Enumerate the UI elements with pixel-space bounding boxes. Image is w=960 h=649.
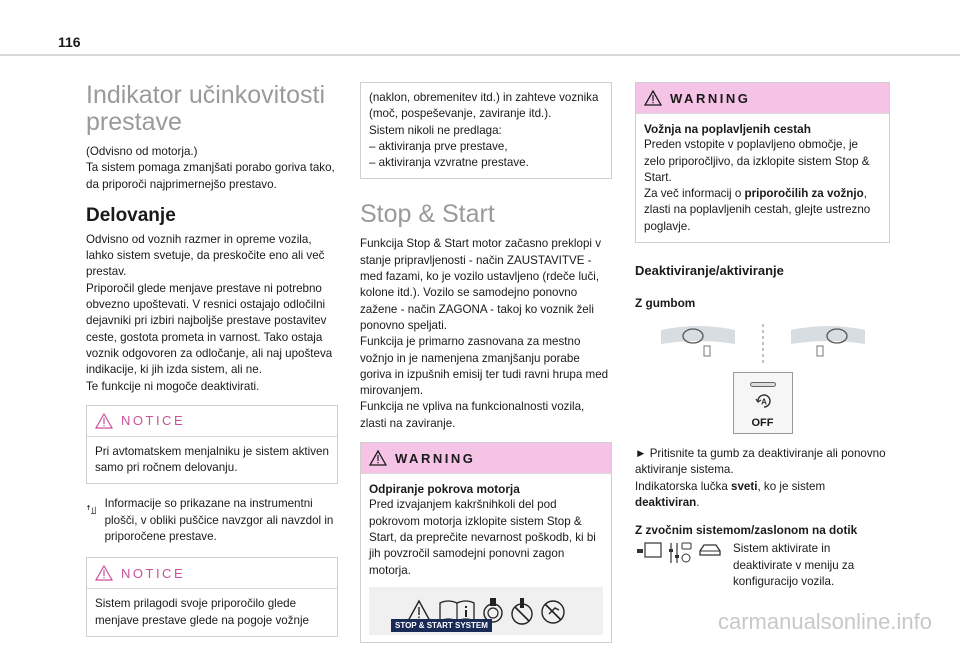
off-label: OFF (751, 417, 774, 430)
body-paragraph: Te funkcije ni mogoče deaktivirati. (86, 379, 260, 393)
vehicle-icon (697, 541, 723, 561)
notice-header (87, 558, 337, 589)
touchscreen-row (635, 541, 890, 590)
divider-dashed-icon (761, 324, 765, 364)
notice-text: Sistem prilagodi svoje priporočilo glede menjave prestave glede na pogoje vožnje (95, 597, 309, 627)
notice-triangle-icon (95, 565, 113, 581)
notice-text: Pri avtomatskem menjalniku je sistem aktiven samo pri ročnem delovanju. (95, 444, 329, 475)
warning-header (636, 83, 889, 114)
warning-label: WARNING (670, 90, 751, 106)
intro-text: Ta sistem pomaga zmanjšati porabo goriva tako, da priporoči najprimernejšo prestavo. (86, 161, 335, 191)
heading-delovanje: Delovanje (86, 204, 176, 226)
page-number: 116 (58, 34, 81, 50)
warning-title: Vožnja na poplavljenih cestah (644, 122, 811, 136)
column-1 (86, 82, 338, 637)
warning-title: Odpiranje pokrova motorja (369, 482, 520, 497)
watermark-footer: carmanualsonline.info (717, 609, 932, 634)
intro-note: (Odvisno od motorja.) (86, 145, 198, 158)
notice-box (86, 557, 338, 637)
no-hand-icon (540, 596, 566, 626)
body-paragraph: Funkcija Stop & Start motor začasno preklopi v stanje pripravljenosti - način ZAUSTAVITVE - med fazami, ko je vozilo ustavljeno (rdeče luči, kolone itd.). Vozilo se samodejno ponovno zažene - način ZAGONA - takoj ko voznik želi ponovno speljati. (360, 237, 602, 332)
notice-triangle-icon (95, 413, 113, 429)
warning-header (361, 443, 611, 474)
indicator-light (750, 382, 776, 387)
list-item: – aktiviranja prve prestave, (369, 139, 508, 153)
body-paragraph: Funkcija ne vpliva na funkcionalnosti vozila, zlasti na zaviranje. (360, 400, 585, 430)
svg-text:A: A (760, 397, 767, 407)
sub-heading-button: Z gumbom (635, 296, 696, 311)
column-2 (360, 82, 612, 643)
continued-text: Sistem nikoli ne predlaga: (369, 123, 502, 137)
warning-label: WARNING (395, 450, 476, 466)
settings-sliders-icon (667, 541, 693, 565)
continued-text: (naklon, obremenitev itd.) in zahteve voznika (moč, pospeševanje, zaviranje itd.). (369, 91, 599, 121)
info-text: Informacije so prikazane na instrumentni plošči, v obliki puščice navzgor ali navzdol in priporočene prestave. (104, 497, 334, 544)
body-paragraph: Funkcija je primarno zasnovana za mestno vožnjo in je namenjena zmanjšanju porabe goriva in izpušnih emisij ter tudi ravni hrupa med mirovanjem. (360, 335, 609, 398)
column-3 (635, 82, 890, 590)
notice-header (87, 406, 337, 437)
section-title-stop-start: Stop & Start (360, 200, 495, 229)
dashboard-right-icon (789, 324, 867, 358)
stop-start-system-label: STOP & START SYSTEM (391, 619, 492, 632)
no-tool-icon (510, 596, 534, 626)
body-paragraph: Priporočil glede menjave prestave ni potrebno obvezno upoštevati. V resnici ostajajo odločilni dejavniki pri izbiri najboljše prestave postavitev ceste, gostota prometa in varnost. Tako ostaja voznik odgovoren za odločanje, ali naj upošteva indikacije, ki jih izda sistem, ali ne. (86, 281, 333, 377)
touchscreen-text: Sistem aktivirate in deaktivirate v meniju za konfiguracijo vozila. (733, 542, 855, 588)
warning-box (635, 82, 890, 243)
stop-start-off-button[interactable] (733, 372, 793, 434)
heading-deactivation: Deaktiviranje/aktiviranje (635, 263, 784, 279)
link-driving-advice: priporočilih za vožnjo (744, 187, 864, 201)
continued-box (360, 82, 612, 179)
notice-label: NOTICE (121, 413, 186, 429)
warning-box (360, 442, 612, 643)
auto-a-icon (754, 391, 774, 411)
warning-triangle-icon (369, 450, 387, 466)
notice-label: NOTICE (121, 565, 186, 581)
indicator-text: Indikatorska lučka sveti, ko je sistem deaktiviran. (635, 479, 826, 509)
list-item: – aktiviranja vzvratne prestave. (369, 156, 529, 170)
section-title-gear-indicator: Indikator učinkovitosti prestave (86, 81, 326, 136)
body-paragraph: Odvisno od voznih razmer in opreme vozila, lahko sistem svetuje, da preskočite eno ali več prestav. (86, 232, 325, 279)
sub-heading-touchscreen: Z zvočnim sistemom/zaslonom na dotik (635, 523, 858, 538)
warning-triangle-icon (644, 90, 662, 106)
info-paragraph (86, 496, 338, 545)
warning-text: Preden vstopite v poplavljeno območje, je zelo priporočljivo, da izklopite sistem Stop & Start. (644, 138, 870, 184)
header-divider (0, 54, 960, 56)
dashboard-illustration (635, 324, 890, 364)
notice-box (86, 405, 338, 485)
stop-start-symbols (369, 587, 603, 635)
warning-text: Za več informacij o priporočilih za vožnjo, zlasti na poplavljenih cestah, glejte ustrezno poglavje. (644, 187, 871, 233)
dashboard-left-icon (659, 324, 737, 358)
gear-shift-arrows-icon (86, 496, 99, 524)
instruction-text: ► Pritisnite ta gumb za deaktiviranje ali ponovno aktiviranje sistema. (635, 447, 886, 477)
warning-text: Pred izvajanjem kakršnihkoli del pod pokrovom motorja izklopite sistem Stop & Start, da preprečite nevarnost poškodb, ki bi jih povzročil samodejni ponovni zagon motorja. (369, 498, 596, 577)
touchscreen-menu-icon (635, 541, 663, 561)
